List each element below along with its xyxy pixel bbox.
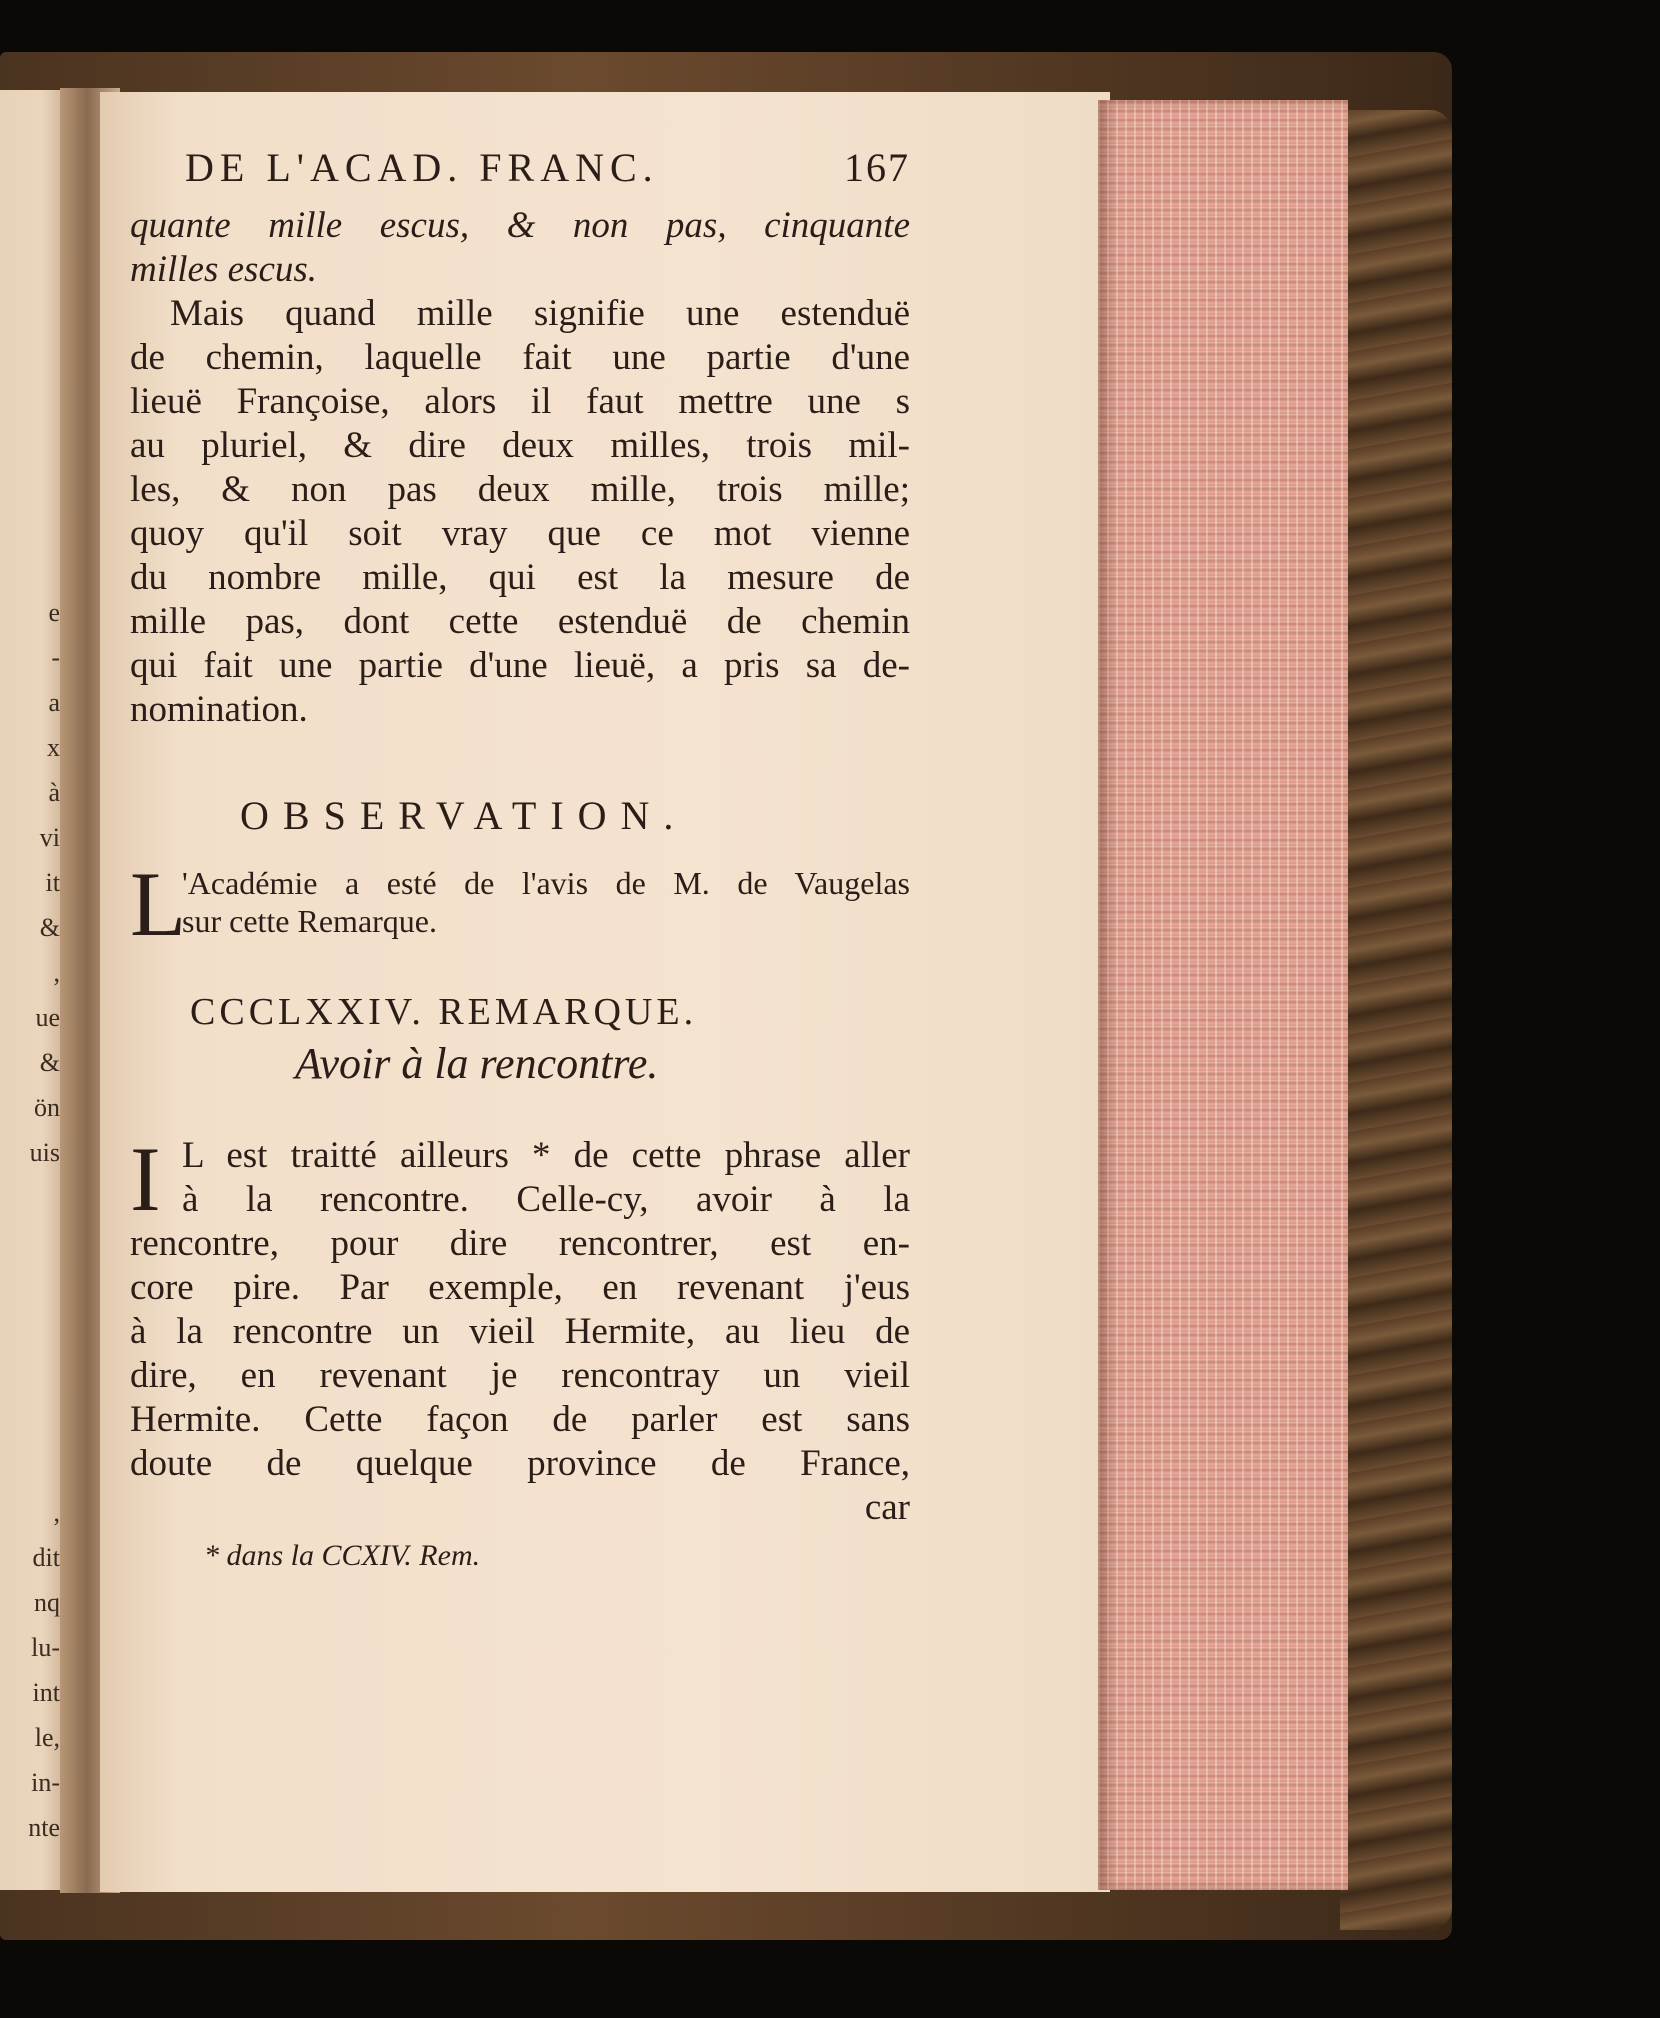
left-page-fragment: dit bbox=[32, 1543, 60, 1572]
left-page-fragment: le, bbox=[34, 1723, 60, 1752]
left-page-fragment bbox=[2, 1220, 60, 1265]
left-page-fragment: uis bbox=[29, 1138, 60, 1167]
page-text bbox=[130, 130, 910, 1578]
left-page-fragment: & bbox=[39, 913, 60, 942]
left-page-fragment: , bbox=[53, 1498, 60, 1527]
text-line: quante mille escus, & non pas, cinquante bbox=[130, 205, 910, 246]
left-page-fragment: a bbox=[48, 688, 60, 717]
text-line: qui fait une partie d'une lieuë, a pris sa de- bbox=[130, 645, 910, 686]
left-page-fragment: ue bbox=[35, 1003, 60, 1032]
remarque-title: Avoir à la rencontre. bbox=[295, 1039, 659, 1088]
left-page-fragment: nq bbox=[34, 1588, 60, 1617]
left-page-fragment: it bbox=[45, 868, 60, 897]
observation-paragraph bbox=[130, 853, 910, 955]
left-page-fragment bbox=[2, 1445, 60, 1490]
intro-paragraph bbox=[130, 204, 910, 292]
text-line: les, & non pas deux mille, trois mille; bbox=[130, 469, 910, 510]
text-line: quoy qu'il soit vray que ce mot vienne bbox=[130, 513, 910, 554]
running-head-title: DE L'ACAD. FRANC. bbox=[185, 145, 659, 190]
text-line: Mais quand mille signifie une estenduë bbox=[170, 293, 910, 334]
book-spine bbox=[1340, 110, 1452, 1930]
text-line: 'Académie a esté de l'avis de M. de Vaugelas bbox=[182, 865, 910, 901]
left-page-text bbox=[2, 590, 60, 1850]
text-line: Hermite. Cette façon de parler est sans bbox=[130, 1399, 910, 1440]
observation-heading: OBSERVATION. bbox=[240, 793, 688, 838]
left-page-fragment: - bbox=[51, 643, 60, 672]
text-line: core pire. Par exemple, en revenant j'eus bbox=[130, 1267, 910, 1308]
left-page-fragment: lu- bbox=[31, 1633, 60, 1662]
text-line: dire, en revenant je rencontray un vieil bbox=[130, 1355, 910, 1396]
left-page-fragment bbox=[2, 1400, 60, 1445]
left-page-fragment: x bbox=[47, 733, 60, 762]
text-line: L est traitté ailleurs * de cette phrase aller bbox=[182, 1135, 910, 1176]
text-line: de chemin, laquelle fait une partie d'une bbox=[130, 337, 910, 378]
text-line: mille pas, dont cette estenduë de chemin bbox=[130, 601, 910, 642]
text-line: rencontre, pour dire rencontrer, est en- bbox=[130, 1223, 910, 1264]
drop-cap: L bbox=[130, 853, 187, 955]
remarque-paragraph bbox=[130, 1128, 910, 1486]
text-line: doute de quelque province de France, bbox=[130, 1443, 910, 1484]
text-line: à la rencontre un vieil Hermite, au lieu de bbox=[130, 1311, 910, 1352]
drop-cap: I bbox=[130, 1128, 161, 1230]
left-page-fragment: in- bbox=[31, 1768, 60, 1797]
text-line: du nombre mille, qui est la mesure de bbox=[130, 557, 910, 598]
left-page-fragment bbox=[2, 1265, 60, 1310]
left-page-fragment: int bbox=[32, 1678, 60, 1707]
text-line: nomination. bbox=[130, 689, 308, 730]
text-line: à la rencontre. Celle-cy, avoir à la bbox=[182, 1179, 910, 1220]
text-line: sur cette Remarque. bbox=[182, 903, 437, 939]
left-page-fragment: & bbox=[39, 1048, 60, 1077]
catchword: car bbox=[864, 1487, 910, 1528]
left-page-fragment bbox=[2, 1355, 60, 1400]
left-page-fragment bbox=[2, 1310, 60, 1355]
remarque-heading: CCCLXXIV. REMARQUE. bbox=[190, 991, 698, 1033]
footnote: * dans la CCXIV. Rem. bbox=[204, 1539, 481, 1572]
left-page-fragment: à bbox=[48, 778, 60, 807]
left-page-fragment: ön bbox=[34, 1093, 60, 1122]
left-page-fragment: vi bbox=[39, 823, 60, 852]
text-line: au pluriel, & dire deux milles, trois mil- bbox=[130, 425, 910, 466]
page-edges bbox=[1098, 100, 1348, 1890]
text-line: lieuë Françoise, alors il faut mettre une s bbox=[130, 381, 910, 422]
left-page-fragment: , bbox=[53, 958, 60, 987]
text-line: milles escus. bbox=[130, 249, 318, 290]
running-head bbox=[185, 146, 910, 190]
left-page-fragment: e bbox=[48, 598, 60, 627]
paragraph bbox=[130, 292, 910, 732]
page-number: 167 bbox=[844, 145, 910, 190]
left-page-fragment bbox=[2, 1175, 60, 1220]
left-page-fragment: nte bbox=[28, 1813, 60, 1842]
